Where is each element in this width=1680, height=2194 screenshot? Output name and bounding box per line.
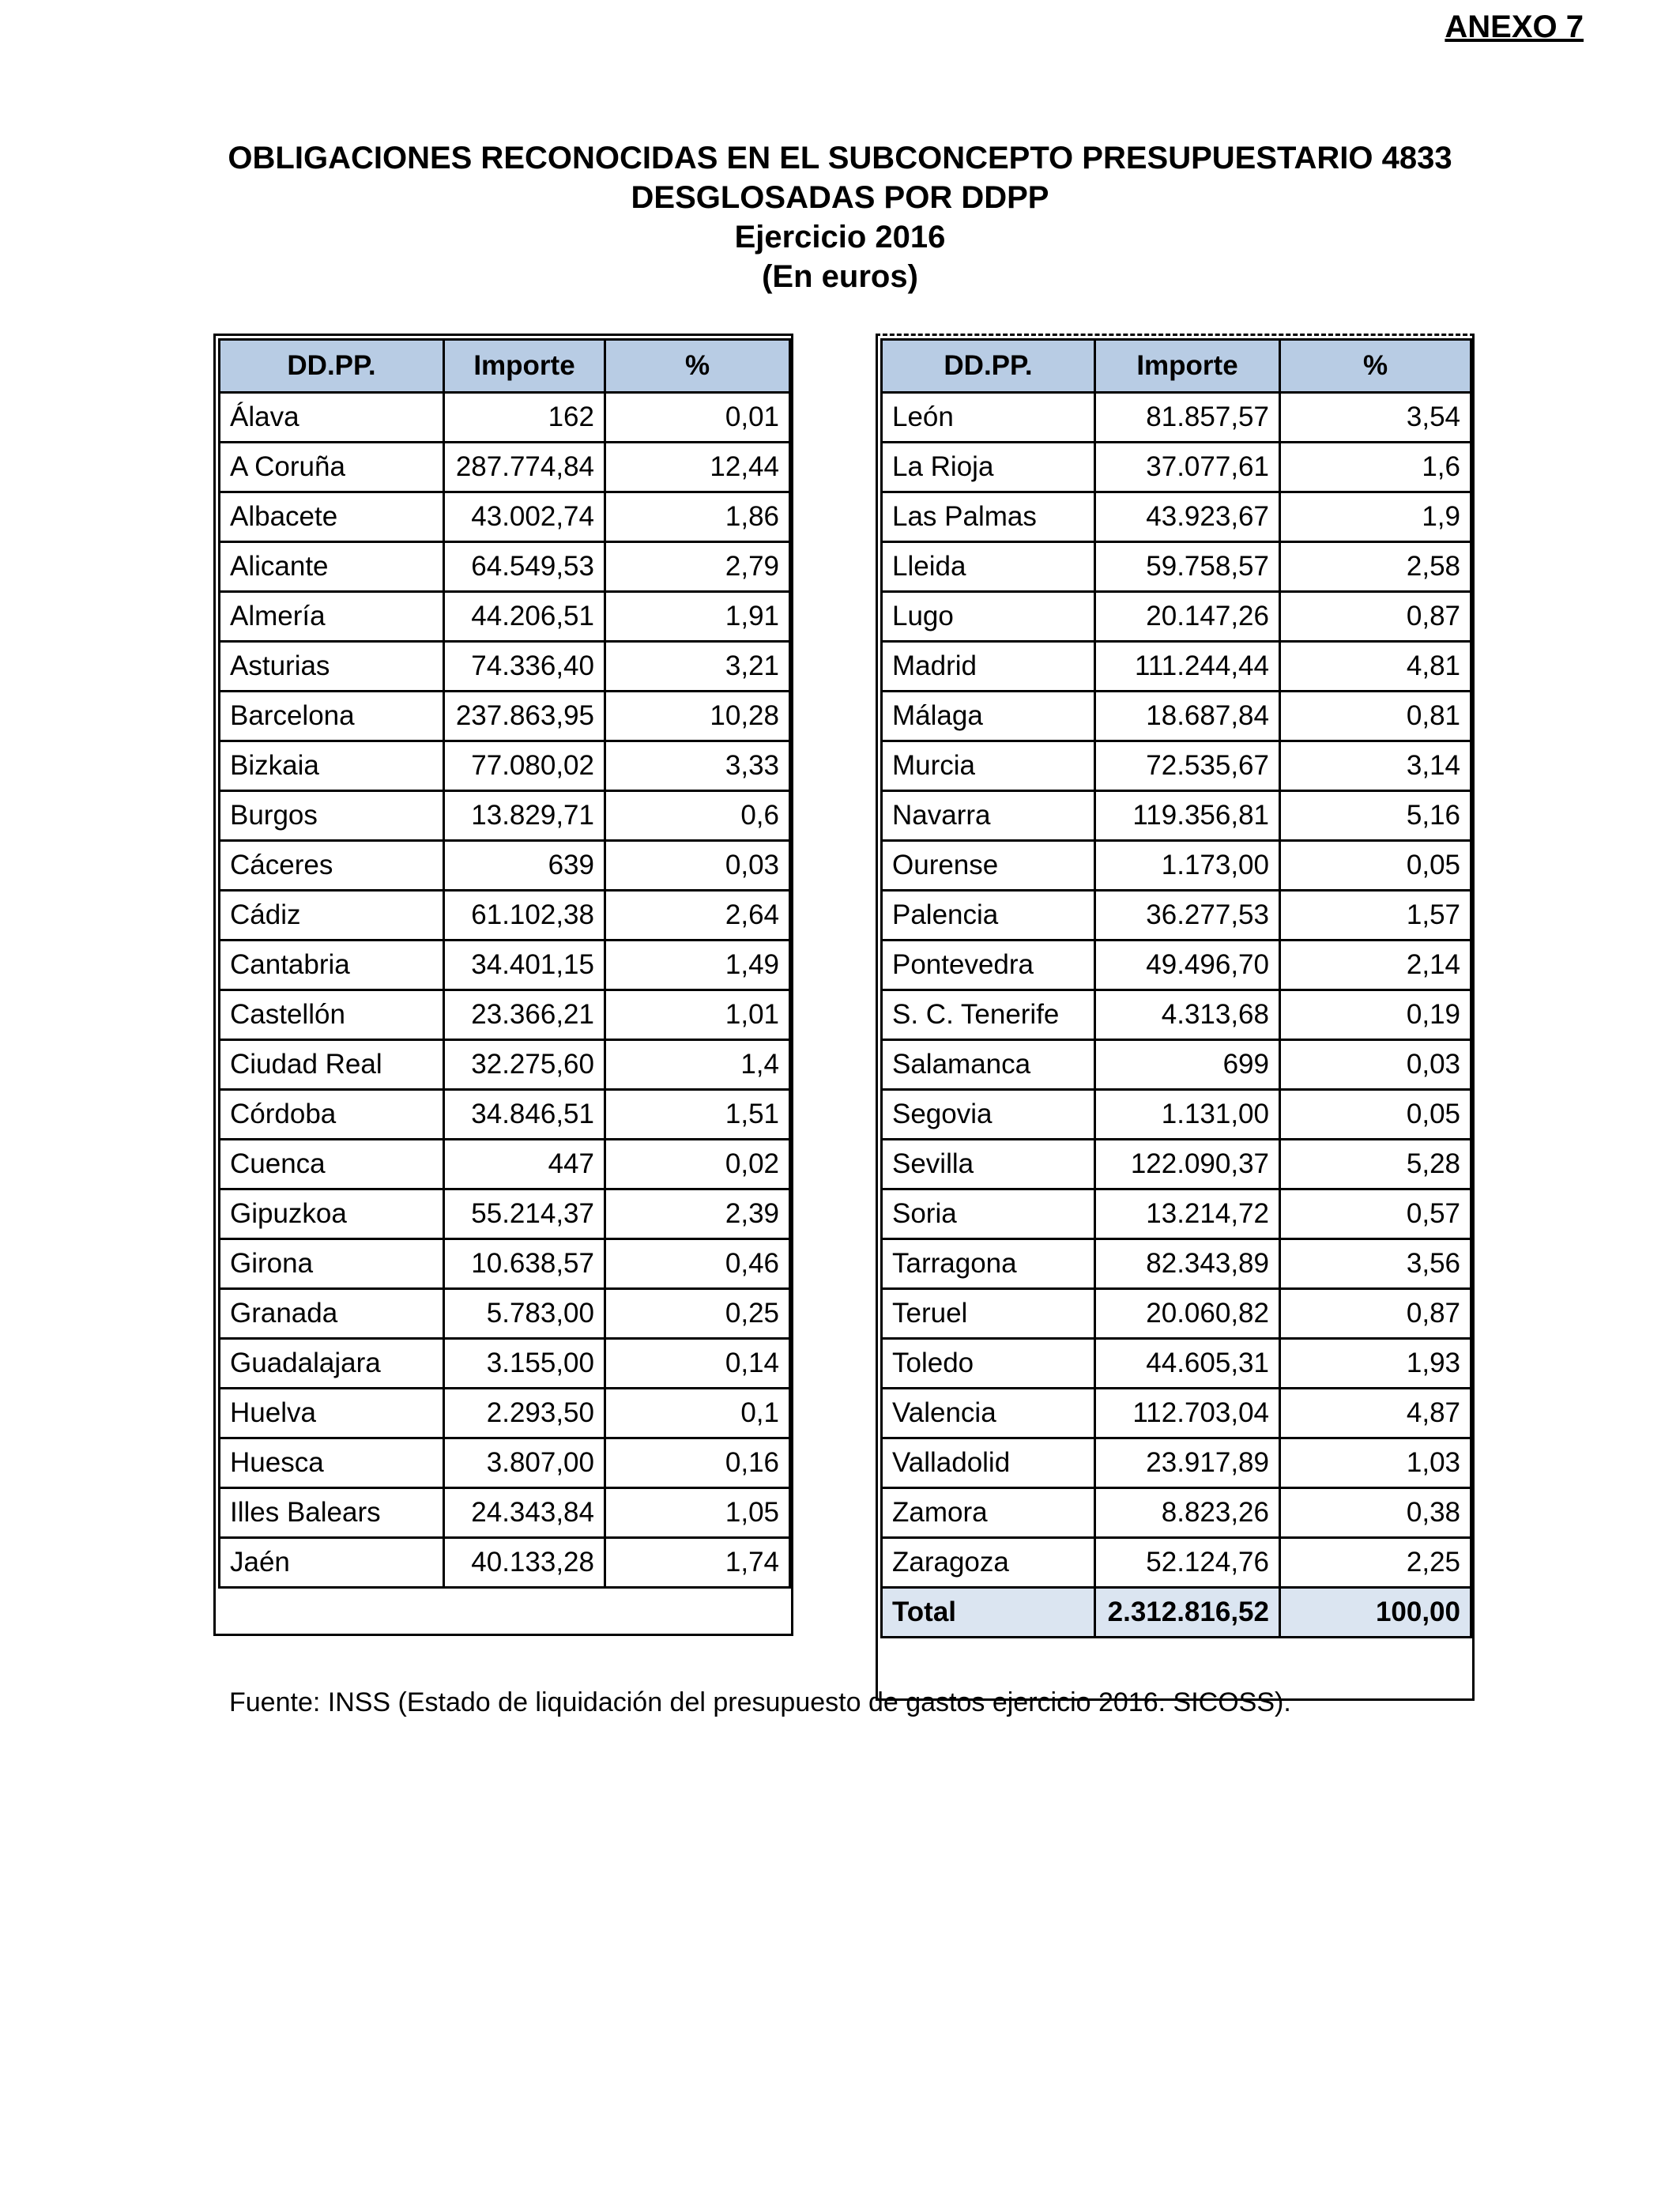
- ddpp-cell: Teruel: [882, 1289, 1095, 1339]
- table-row: [882, 1438, 1471, 1488]
- importe-cell: 13.214,72: [1095, 1189, 1280, 1239]
- importe-cell: 32.275,60: [444, 1040, 605, 1090]
- importe-cell: 61.102,38: [444, 891, 605, 941]
- importe-cell: 44.605,31: [1095, 1339, 1280, 1389]
- importe-cell: 3.807,00: [444, 1438, 605, 1488]
- table-row: [220, 891, 790, 941]
- pct-cell: 0,05: [1280, 1090, 1471, 1140]
- pct-cell: 3,21: [605, 642, 790, 692]
- table-row: [220, 393, 790, 443]
- pct-cell: 1,93: [1280, 1339, 1471, 1389]
- ddpp-cell: Lleida: [882, 542, 1095, 592]
- ddpp-cell: Córdoba: [220, 1090, 444, 1140]
- importe-cell: 111.244,44: [1095, 642, 1280, 692]
- left-table-header: [220, 340, 790, 393]
- pct-cell: 0,87: [1280, 592, 1471, 642]
- importe-cell: 43.002,74: [444, 492, 605, 542]
- ddpp-cell: Guadalajara: [220, 1339, 444, 1389]
- pct-cell: 4,81: [1280, 642, 1471, 692]
- ddpp-cell: A Coruña: [220, 443, 444, 492]
- ddpp-cell: Girona: [220, 1239, 444, 1289]
- total-label: Total: [882, 1588, 1095, 1638]
- table-row: [220, 492, 790, 542]
- table-row: [220, 592, 790, 642]
- ddpp-cell: Salamanca: [882, 1040, 1095, 1090]
- table-row: [882, 592, 1471, 642]
- importe-cell: 1.131,00: [1095, 1090, 1280, 1140]
- pct-cell: 1,03: [1280, 1438, 1471, 1488]
- pct-cell: 2,25: [1280, 1538, 1471, 1588]
- ddpp-cell: Málaga: [882, 692, 1095, 741]
- table-row: [882, 1538, 1471, 1588]
- ddpp-cell: Valencia: [882, 1389, 1095, 1438]
- table-row: [220, 1389, 790, 1438]
- importe-cell: 34.846,51: [444, 1090, 605, 1140]
- ddpp-cell: Albacete: [220, 492, 444, 542]
- pct-cell: 3,54: [1280, 393, 1471, 443]
- importe-cell: 10.638,57: [444, 1239, 605, 1289]
- total-row: [882, 1588, 1471, 1638]
- right-table-header: [882, 340, 1471, 393]
- pct-cell: 2,39: [605, 1189, 790, 1239]
- table-row: [882, 941, 1471, 990]
- ddpp-cell: Pontevedra: [882, 941, 1095, 990]
- importe-cell: 82.343,89: [1095, 1239, 1280, 1289]
- pct-cell: 4,87: [1280, 1389, 1471, 1438]
- ddpp-cell: Castellón: [220, 990, 444, 1040]
- ddpp-cell: Palencia: [882, 891, 1095, 941]
- table-row: [882, 791, 1471, 841]
- importe-cell: 40.133,28: [444, 1538, 605, 1588]
- source-note: Fuente: INSS (Estado de liquidación del presupuesto de gastos ejercicio 2016. SICOSS).: [229, 1687, 1291, 1717]
- importe-cell: 112.703,04: [1095, 1389, 1280, 1438]
- importe-cell: 23.366,21: [444, 990, 605, 1040]
- title-line-2: DESGLOSADAS POR DDPP: [631, 180, 1049, 215]
- pct-cell: 3,33: [605, 741, 790, 791]
- pct-cell: 2,79: [605, 542, 790, 592]
- ddpp-cell: Granada: [220, 1289, 444, 1339]
- annex-label: ANEXO 7: [1445, 9, 1584, 44]
- importe-cell: 34.401,15: [444, 941, 605, 990]
- importe-cell: 74.336,40: [444, 642, 605, 692]
- pct-cell: 1,86: [605, 492, 790, 542]
- ddpp-cell: Huelva: [220, 1389, 444, 1438]
- table-row: [882, 1140, 1471, 1189]
- ddpp-cell: Madrid: [882, 642, 1095, 692]
- pct-cell: 2,64: [605, 891, 790, 941]
- importe-cell: 72.535,67: [1095, 741, 1280, 791]
- table-row: [220, 1040, 790, 1090]
- pct-cell: 0,16: [605, 1438, 790, 1488]
- table-row: [220, 1538, 790, 1588]
- title-line-4: (En euros): [762, 259, 918, 294]
- pct-cell: 0,05: [1280, 841, 1471, 891]
- pct-cell: 0,01: [605, 393, 790, 443]
- pct-cell: 0,38: [1280, 1488, 1471, 1538]
- pct-cell: 5,16: [1280, 791, 1471, 841]
- pct-cell: 1,51: [605, 1090, 790, 1140]
- pct-cell: 2,58: [1280, 542, 1471, 592]
- title-line-1: OBLIGACIONES RECONOCIDAS EN EL SUBCONCEPTO PRESUPUESTARIO 4833: [228, 141, 1452, 175]
- importe-cell: 52.124,76: [1095, 1538, 1280, 1588]
- table-row: [882, 891, 1471, 941]
- table-row: [882, 1289, 1471, 1339]
- table-row: [882, 443, 1471, 492]
- ddpp-cell: Ciudad Real: [220, 1040, 444, 1090]
- pct-cell: 0,57: [1280, 1189, 1471, 1239]
- table-row: [882, 1090, 1471, 1140]
- table-row: [882, 692, 1471, 741]
- table-row: [220, 941, 790, 990]
- table-row: [882, 990, 1471, 1040]
- table-row: [220, 1090, 790, 1140]
- ddpp-cell: Gipuzkoa: [220, 1189, 444, 1239]
- ddpp-cell: S. C. Tenerife: [882, 990, 1095, 1040]
- ddpp-cell: Murcia: [882, 741, 1095, 791]
- table-row: [220, 443, 790, 492]
- table-row: [220, 791, 790, 841]
- importe-cell: 37.077,61: [1095, 443, 1280, 492]
- header-pct: %: [1280, 340, 1471, 393]
- ddpp-cell: León: [882, 393, 1095, 443]
- pct-cell: 5,28: [1280, 1140, 1471, 1189]
- ddpp-cell: Alicante: [220, 542, 444, 592]
- ddpp-cell: Toledo: [882, 1339, 1095, 1389]
- importe-cell: 2.293,50: [444, 1389, 605, 1438]
- ddpp-cell: Las Palmas: [882, 492, 1095, 542]
- importe-cell: 237.863,95: [444, 692, 605, 741]
- importe-cell: 77.080,02: [444, 741, 605, 791]
- ddpp-cell: Huesca: [220, 1438, 444, 1488]
- pct-cell: 0,1: [605, 1389, 790, 1438]
- table-row: [220, 1339, 790, 1389]
- ddpp-cell: La Rioja: [882, 443, 1095, 492]
- pct-cell: 1,4: [605, 1040, 790, 1090]
- header-ddpp: DD.PP.: [220, 340, 444, 393]
- ddpp-cell: Ourense: [882, 841, 1095, 891]
- ddpp-cell: Lugo: [882, 592, 1095, 642]
- ddpp-cell: Soria: [882, 1189, 1095, 1239]
- importe-cell: 4.313,68: [1095, 990, 1280, 1040]
- importe-cell: 43.923,67: [1095, 492, 1280, 542]
- pct-cell: 0,87: [1280, 1289, 1471, 1339]
- pct-cell: 0,81: [1280, 692, 1471, 741]
- importe-cell: 44.206,51: [444, 592, 605, 642]
- table-row: [882, 1189, 1471, 1239]
- ddpp-cell: Cantabria: [220, 941, 444, 990]
- importe-cell: 24.343,84: [444, 1488, 605, 1538]
- ddpp-cell: Bizkaia: [220, 741, 444, 791]
- pct-cell: 0,14: [605, 1339, 790, 1389]
- table-row: [220, 741, 790, 791]
- table-row: [220, 642, 790, 692]
- pct-cell: 0,03: [605, 841, 790, 891]
- table-row: [220, 692, 790, 741]
- ddpp-cell: Navarra: [882, 791, 1095, 841]
- table-row: [882, 741, 1471, 791]
- pct-cell: 3,56: [1280, 1239, 1471, 1289]
- ddpp-cell: Zamora: [882, 1488, 1095, 1538]
- ddpp-cell: Cádiz: [220, 891, 444, 941]
- pct-cell: 12,44: [605, 443, 790, 492]
- importe-cell: 55.214,37: [444, 1189, 605, 1239]
- total-pct: 100,00: [1280, 1588, 1471, 1638]
- pct-cell: 2,14: [1280, 941, 1471, 990]
- document-title: [0, 138, 1680, 296]
- importe-cell: 59.758,57: [1095, 542, 1280, 592]
- importe-cell: 5.783,00: [444, 1289, 605, 1339]
- ddpp-cell: Illes Balears: [220, 1488, 444, 1538]
- ddpp-cell: Barcelona: [220, 692, 444, 741]
- pct-cell: 1,74: [605, 1538, 790, 1588]
- table-row: [882, 492, 1471, 542]
- table-row: [220, 1438, 790, 1488]
- ddpp-cell: Burgos: [220, 791, 444, 841]
- pct-cell: 0,19: [1280, 990, 1471, 1040]
- pct-cell: 3,14: [1280, 741, 1471, 791]
- pct-cell: 1,9: [1280, 492, 1471, 542]
- table-row: [882, 393, 1471, 443]
- table-row: [882, 1239, 1471, 1289]
- importe-cell: 20.060,82: [1095, 1289, 1280, 1339]
- importe-cell: 64.549,53: [444, 542, 605, 592]
- ddpp-cell: Sevilla: [882, 1140, 1095, 1189]
- pct-cell: 0,02: [605, 1140, 790, 1189]
- importe-cell: 447: [444, 1140, 605, 1189]
- importe-cell: 18.687,84: [1095, 692, 1280, 741]
- ddpp-cell: Asturias: [220, 642, 444, 692]
- ddpp-cell: Valladolid: [882, 1438, 1095, 1488]
- importe-cell: 639: [444, 841, 605, 891]
- table-row: [220, 841, 790, 891]
- table-row: [882, 642, 1471, 692]
- table-row: [220, 542, 790, 592]
- header-pct: %: [605, 340, 790, 393]
- importe-cell: 8.823,26: [1095, 1488, 1280, 1538]
- table-row: [882, 1389, 1471, 1438]
- pct-cell: 1,57: [1280, 891, 1471, 941]
- left-table: [218, 338, 791, 1589]
- table-row: [882, 1040, 1471, 1090]
- pct-cell: 0,25: [605, 1289, 790, 1339]
- ddpp-cell: Zaragoza: [882, 1538, 1095, 1588]
- ddpp-cell: Cuenca: [220, 1140, 444, 1189]
- importe-cell: 13.829,71: [444, 791, 605, 841]
- importe-cell: 36.277,53: [1095, 891, 1280, 941]
- importe-cell: 3.155,00: [444, 1339, 605, 1389]
- table-row: [882, 1488, 1471, 1538]
- table-row: [882, 841, 1471, 891]
- ddpp-cell: Tarragona: [882, 1239, 1095, 1289]
- title-line-3: Ejercicio 2016: [734, 220, 946, 254]
- ddpp-cell: Cáceres: [220, 841, 444, 891]
- importe-cell: 49.496,70: [1095, 941, 1280, 990]
- table-row: [882, 542, 1471, 592]
- total-importe: 2.312.816,52: [1095, 1588, 1280, 1638]
- ddpp-cell: Álava: [220, 393, 444, 443]
- pct-cell: 10,28: [605, 692, 790, 741]
- importe-cell: 119.356,81: [1095, 791, 1280, 841]
- pct-cell: 1,01: [605, 990, 790, 1040]
- table-row: [220, 1189, 790, 1239]
- table-row: [220, 1239, 790, 1289]
- importe-cell: 287.774,84: [444, 443, 605, 492]
- importe-cell: 20.147,26: [1095, 592, 1280, 642]
- ddpp-cell: Almería: [220, 592, 444, 642]
- pct-cell: 1,6: [1280, 443, 1471, 492]
- pct-cell: 0,6: [605, 791, 790, 841]
- pct-cell: 1,05: [605, 1488, 790, 1538]
- pct-cell: 1,91: [605, 592, 790, 642]
- importe-cell: 162: [444, 393, 605, 443]
- table-row: [220, 1488, 790, 1538]
- table-row: [882, 1339, 1471, 1389]
- header-ddpp: DD.PP.: [882, 340, 1095, 393]
- right-table: [880, 338, 1472, 1638]
- table-row: [220, 990, 790, 1040]
- importe-cell: 1.173,00: [1095, 841, 1280, 891]
- importe-cell: 81.857,57: [1095, 393, 1280, 443]
- importe-cell: 23.917,89: [1095, 1438, 1280, 1488]
- importe-cell: 699: [1095, 1040, 1280, 1090]
- header-importe: Importe: [444, 340, 605, 393]
- importe-cell: 122.090,37: [1095, 1140, 1280, 1189]
- ddpp-cell: Jaén: [220, 1538, 444, 1588]
- pct-cell: 0,03: [1280, 1040, 1471, 1090]
- pct-cell: 1,49: [605, 941, 790, 990]
- table-row: [220, 1289, 790, 1339]
- ddpp-cell: Segovia: [882, 1090, 1095, 1140]
- pct-cell: 0,46: [605, 1239, 790, 1289]
- table-row: [220, 1140, 790, 1189]
- header-importe: Importe: [1095, 340, 1280, 393]
